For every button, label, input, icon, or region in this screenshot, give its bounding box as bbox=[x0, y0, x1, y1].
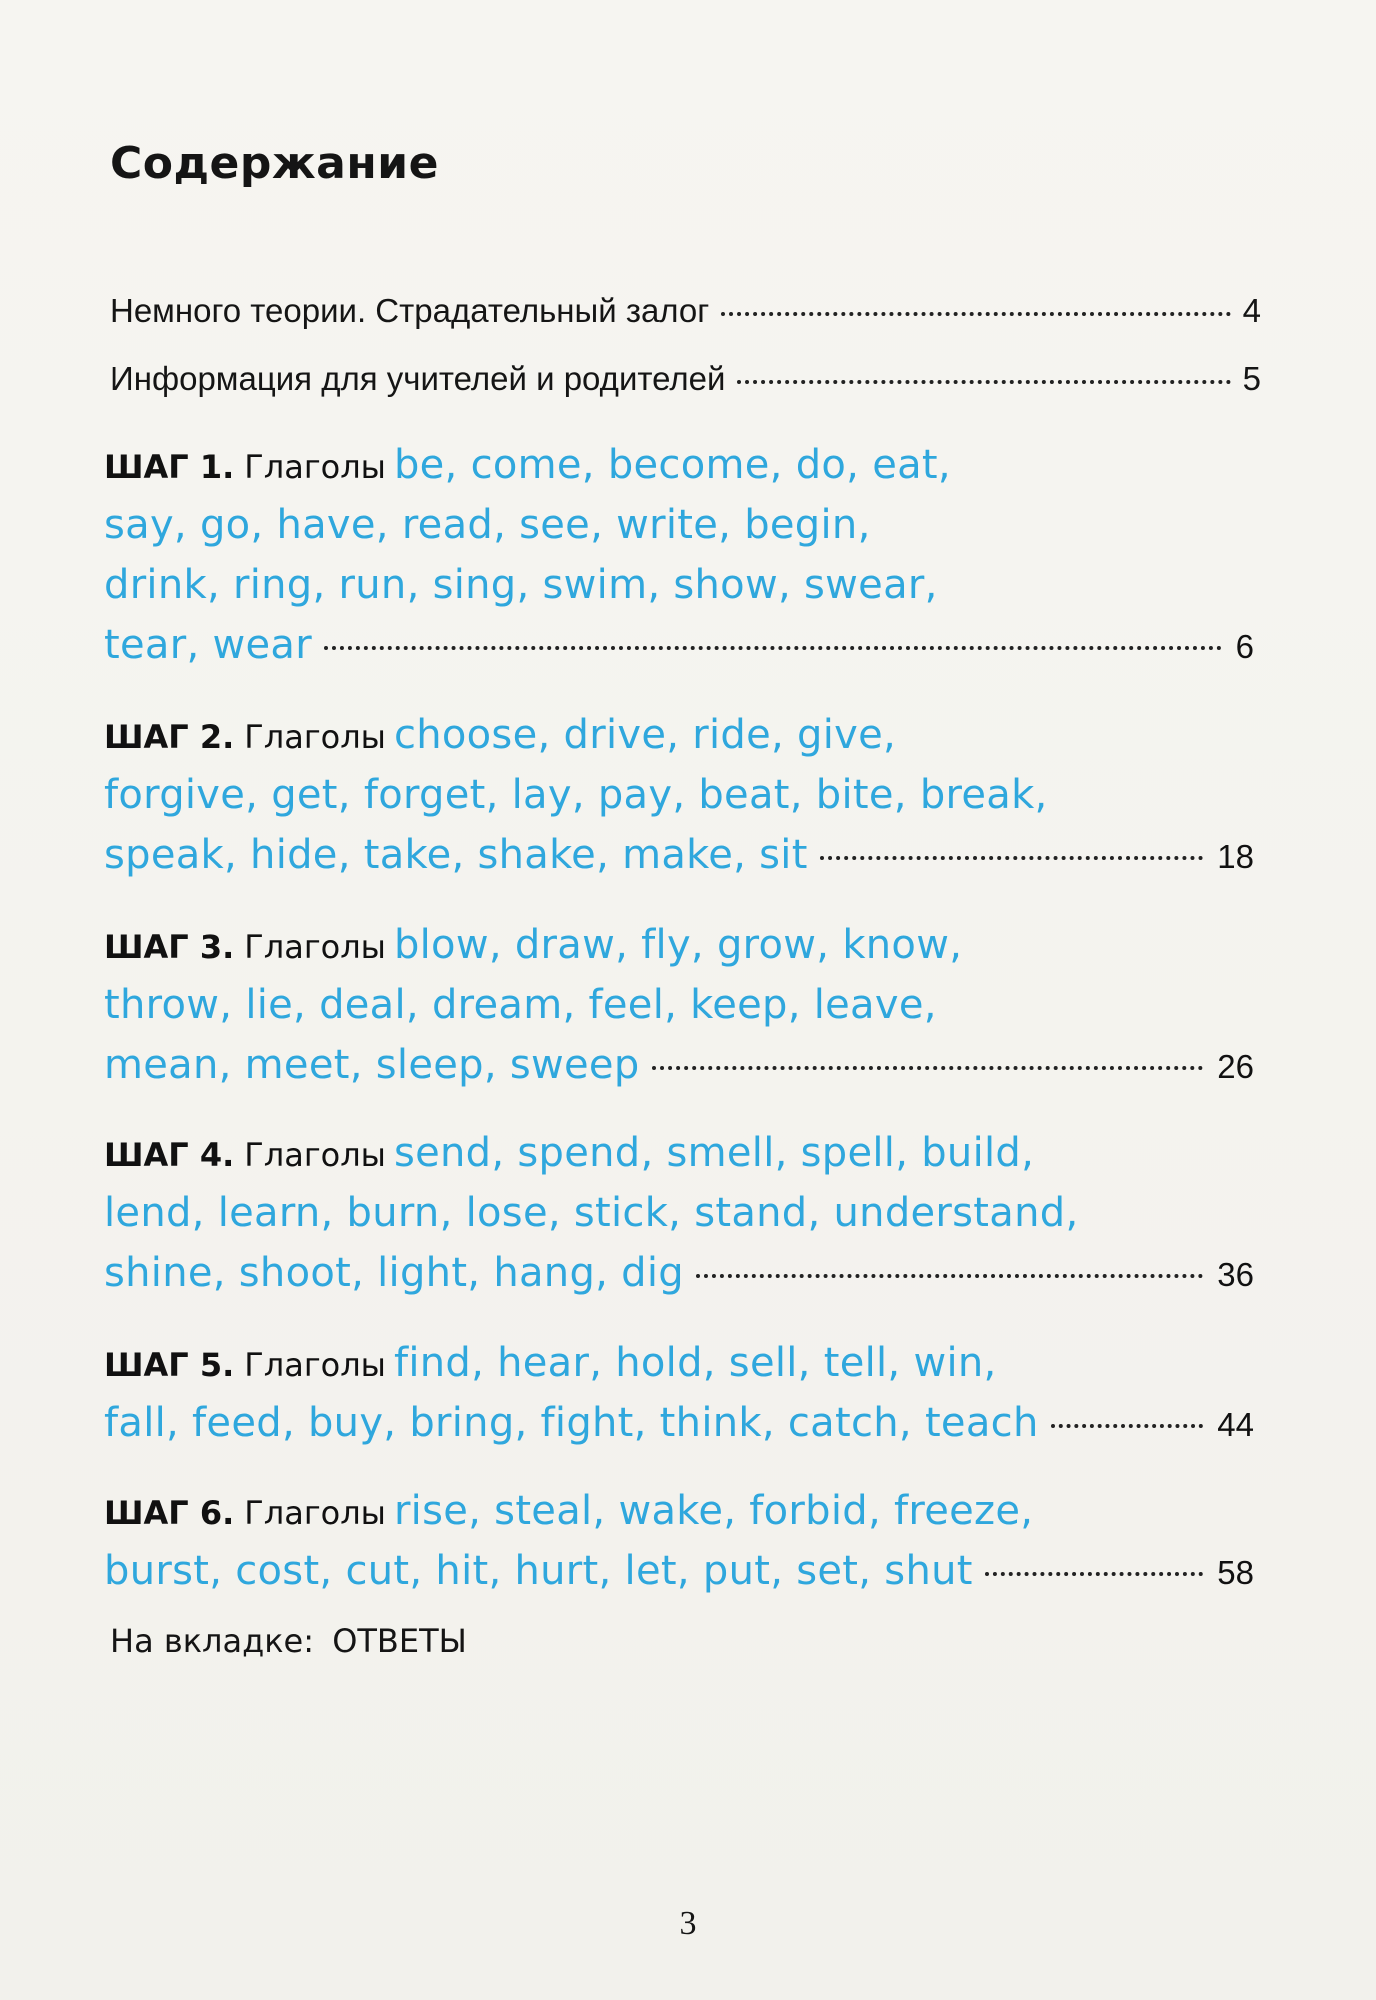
step-heading: ШАГ 2. bbox=[104, 718, 235, 756]
step-line bbox=[104, 1190, 1264, 1250]
verb-list: send, spend, smell, spell, build, bbox=[393, 1130, 1035, 1176]
step-line bbox=[104, 1250, 1264, 1310]
verb-list: choose, drive, ride, give, bbox=[393, 712, 897, 758]
verb-list: find, hear, hold, sell, tell, win, bbox=[393, 1340, 997, 1386]
step-3 bbox=[104, 922, 1264, 1102]
step-page-number: 44 bbox=[1217, 1406, 1254, 1443]
page-number: 3 bbox=[679, 1905, 697, 1942]
step-page-number: 36 bbox=[1217, 1256, 1254, 1293]
step-line bbox=[104, 622, 1264, 682]
verb-list: be, come, become, do, eat, bbox=[393, 442, 951, 488]
verb-list: fall, feed, buy, bring, fight, think, catch, teach bbox=[104, 1400, 1039, 1446]
toc-leader bbox=[652, 1066, 1204, 1070]
verb-list: lend, learn, burn, lose, stick, stand, understand, bbox=[104, 1190, 1079, 1236]
verb-list: speak, hide, take, shake, make, sit bbox=[104, 832, 808, 878]
step-word: Глаголы bbox=[244, 718, 386, 756]
toc-label: Немного теории. Страдательный залог bbox=[110, 292, 710, 329]
step-2 bbox=[104, 712, 1264, 892]
step-6 bbox=[104, 1488, 1264, 1608]
step-4 bbox=[104, 1130, 1264, 1310]
verb-list: drink, ring, run, sing, swim, show, swear, bbox=[104, 562, 938, 608]
verb-list: tear, wear bbox=[104, 622, 312, 668]
verb-list: burst, cost, cut, hit, hurt, let, put, set, shut bbox=[104, 1548, 973, 1594]
insert-label: На вкладке: bbox=[110, 1622, 315, 1660]
step-line bbox=[104, 1548, 1264, 1608]
verb-list: forgive, get, forget, lay, pay, beat, bite, break, bbox=[104, 772, 1048, 818]
step-line bbox=[104, 502, 1264, 562]
step-line bbox=[104, 1488, 1264, 1548]
step-line bbox=[104, 562, 1264, 622]
toc-leader bbox=[324, 646, 1222, 650]
toc-leader bbox=[696, 1274, 1203, 1278]
step-page-number: 58 bbox=[1217, 1554, 1254, 1591]
step-line bbox=[104, 772, 1264, 832]
verb-list: say, go, have, read, see, write, begin, bbox=[104, 502, 871, 548]
step-page-number: 18 bbox=[1217, 838, 1254, 875]
insert-value: ОТВЕТЫ bbox=[332, 1622, 467, 1660]
step-heading: ШАГ 6. bbox=[104, 1494, 235, 1532]
verb-list: throw, lie, deal, dream, feel, keep, leave, bbox=[104, 982, 937, 1028]
page-title: Содержание bbox=[110, 138, 439, 189]
toc-leader bbox=[1051, 1424, 1204, 1428]
step-page-number: 26 bbox=[1217, 1048, 1254, 1085]
step-line bbox=[104, 1042, 1264, 1102]
step-page-number: 6 bbox=[1235, 628, 1254, 665]
toc-row-theory bbox=[110, 292, 1261, 330]
toc-page-number: 4 bbox=[1242, 292, 1261, 329]
step-5 bbox=[104, 1340, 1264, 1460]
verb-list: mean, meet, sleep, sweep bbox=[104, 1042, 640, 1088]
step-heading: ШАГ 5. bbox=[104, 1346, 235, 1384]
toc-label: Информация для учителей и родителей bbox=[110, 360, 726, 397]
step-line bbox=[104, 1340, 1264, 1400]
insert-note bbox=[110, 1622, 467, 1660]
verb-list: rise, steal, wake, forbid, freeze, bbox=[393, 1488, 1034, 1534]
step-line bbox=[104, 442, 1264, 502]
step-word: Глаголы bbox=[244, 1494, 386, 1532]
toc-leader bbox=[721, 312, 1230, 316]
step-line bbox=[104, 1400, 1264, 1460]
verb-list: blow, draw, fly, grow, know, bbox=[393, 922, 963, 968]
step-line bbox=[104, 982, 1264, 1042]
toc-row-info bbox=[110, 360, 1261, 398]
toc-leader bbox=[985, 1572, 1204, 1576]
step-word: Глаголы bbox=[244, 1346, 386, 1384]
step-line bbox=[104, 922, 1264, 982]
step-word: Глаголы bbox=[244, 1136, 386, 1174]
verb-list: shine, shoot, light, hang, dig bbox=[104, 1250, 684, 1296]
step-line bbox=[104, 712, 1264, 772]
toc-page-number: 5 bbox=[1242, 360, 1261, 397]
step-word: Глаголы bbox=[244, 928, 386, 966]
step-heading: ШАГ 1. bbox=[104, 448, 235, 486]
step-word: Глаголы bbox=[244, 448, 386, 486]
toc-leader bbox=[820, 856, 1204, 860]
step-heading: ШАГ 4. bbox=[104, 1136, 235, 1174]
toc-leader bbox=[737, 380, 1230, 384]
step-heading: ШАГ 3. bbox=[104, 928, 235, 966]
step-line bbox=[104, 832, 1264, 892]
step-1 bbox=[104, 442, 1264, 682]
step-line bbox=[104, 1130, 1264, 1190]
